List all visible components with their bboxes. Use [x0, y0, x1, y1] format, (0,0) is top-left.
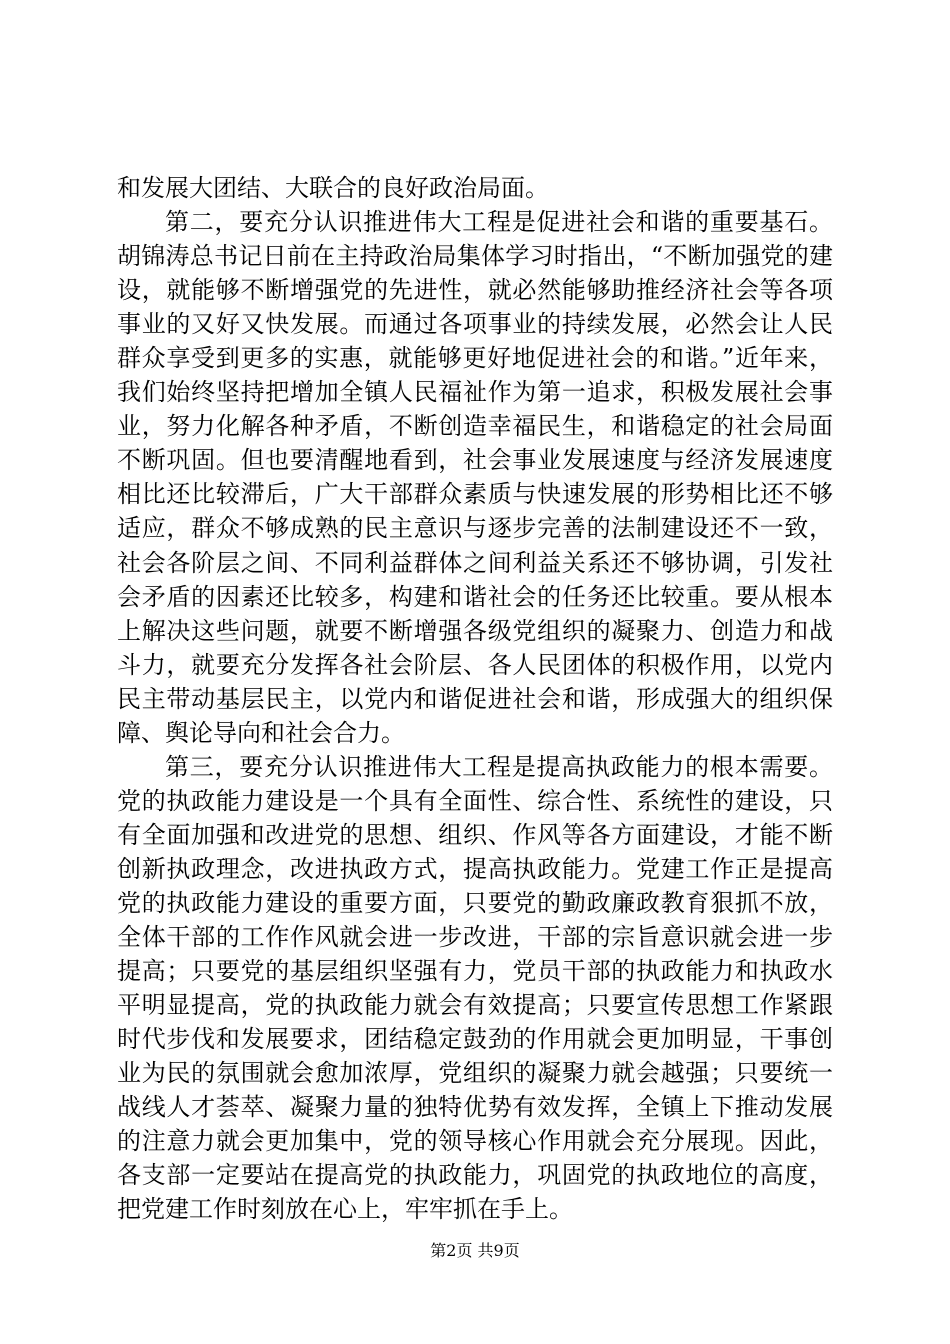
paragraph-third-point: 第三，要充分认识推进伟大工程是提高执政能力的根本需要。党的执政能力建设是一个具有全面性、综合性、系统性的建设，只有全面加强和改进党的思想、组织、作风等各方面建设，才能不断创新执政理念，改进执政方式，提高执政能力。党建工作正是提高党的执政能力建设的重要方面，只要党的勤政廉政教育狠抓不放，全体干部的工作作风就会进一步改进，干部的宗旨意识就会进一步提高；只要党的基层组织坚强有力，党员干部的执政能力和执政水平明显提高，党的执政能力就会有效提高；只要宣传思想工作紧跟时代步伐和发展要求，团结稳定鼓劲的作用就会更加明显，干事创业为民的氛围就会愈加浓厚，党组织的凝聚力就会越强；只要统一战线人才荟萃、凝聚力量的独特优势有效发挥，全镇上下推动发展的注意力就会更加集中，党的领导核心作用就会充分展现。因此，各支部一定要站在提高党的执政能力，巩固党的执政地位的高度，把党建工作时刻放在心上，牢牢抓在手上。 — [117, 752, 833, 1224]
paragraph-continuation: 和发展大团结、大联合的良好政治局面。 — [117, 174, 549, 202]
paragraph-second-point: 第二，要充分认识推进伟大工程是促进社会和谐的重要基石。胡锦涛总书记日前在主持政治局集体学习时指出，“不断加强党的建设，就能够不断增强党的先进性，就必然能够助推经济社会等各项事业的又好又快发展。而通过各项事业的持续发展，必然会让人民群众享受到更多的实惠，就能够更好地促进社会的和谐。”近年来，我们始终坚持把增加全镇人民福祉作为第一追求，积极发展社会事业，努力化解各种矛盾，不断创造幸福民生，和谐稳定的社会局面不断巩固。但也要清醒地看到，社会事业发展速度与经济发展速度相比还比较滞后，广大干部群众素质与快速发展的形势相比还不够适应，群众不够成熟的民主意识与逐步完善的法制建设还不一致，社会各阶层之间、不同利益群体之间利益关系还不够协调，引发社会矛盾的因素还比较多，构建和谐社会的任务还比较重。要从根本上解决这些问题，就要不断增强各级党组织的凝聚力、创造力和战斗力，就要充分发挥各社会阶层、各人民团体的积极作用，以党内民主带动基层民主，以党内和谐促进社会和谐，形成强大的组织保障、舆论导向和社会合力。 — [117, 208, 833, 747]
page-number-footer: 第2页 共9页 — [430, 1241, 520, 1260]
document-body — [117, 171, 833, 1226]
